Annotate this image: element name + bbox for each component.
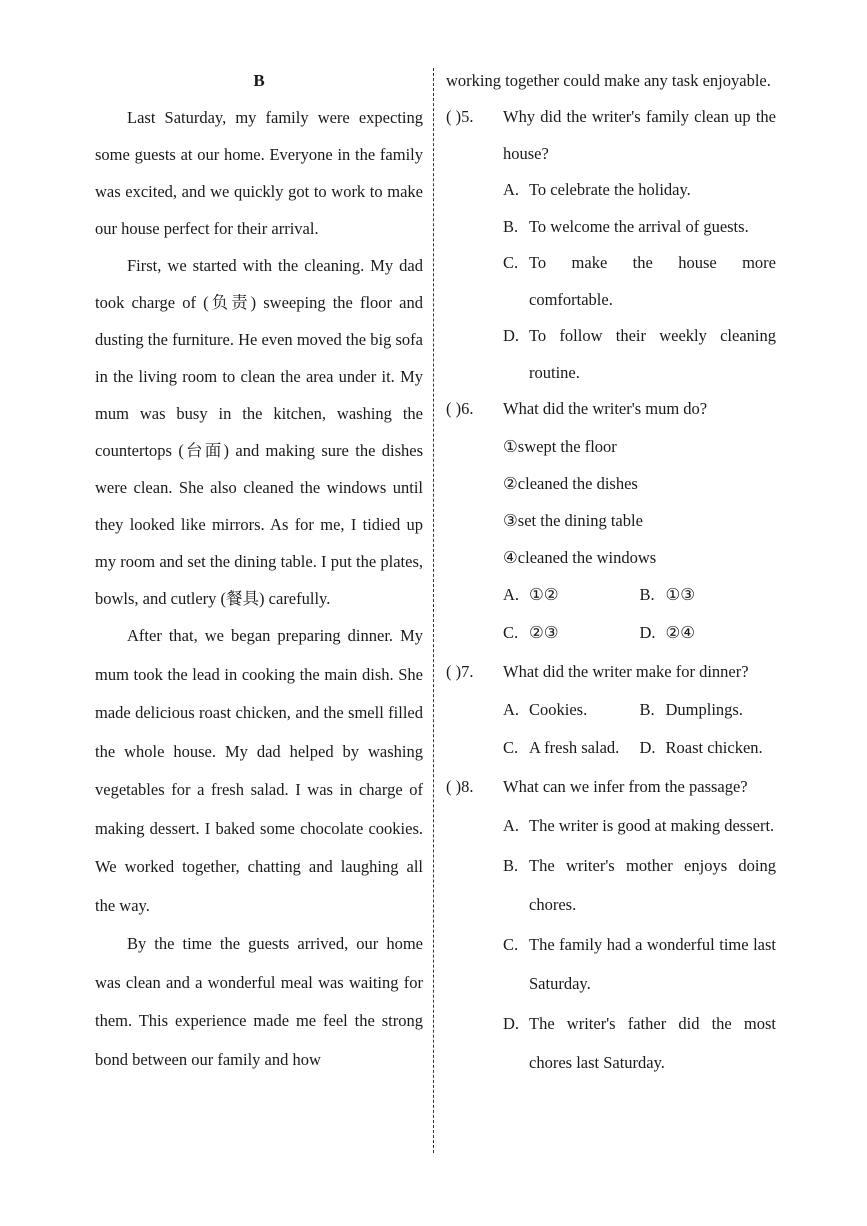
question-stem: What did the writer's mum do? <box>503 399 708 418</box>
list-item: ③set the dining table <box>503 510 643 530</box>
option-d[interactable] <box>640 614 777 652</box>
option-text: To make the house more comfortable. <box>529 253 776 309</box>
passage-paragraph-3: After that, we began preparing dinner. My mum took the lead in cooking the main dish. She made delicious roast chicken, and the smell filled the whole house. My dad helped by washing vegetables for a fresh salad. I was in charge of making dessert. I baked some chocolate cookies. We worked together, chatting and laughing all the way. <box>95 626 423 915</box>
option-a[interactable] <box>503 576 640 614</box>
option-letter: C. <box>503 622 519 642</box>
question-stem: What did the writer make for dinner? <box>503 661 749 681</box>
option-letter: B. <box>639 699 655 719</box>
option-letter: C. <box>503 934 519 954</box>
option-b[interactable] <box>446 209 776 246</box>
option-letter: B. <box>503 216 519 236</box>
answer-bracket[interactable]: ( )7. <box>446 661 474 681</box>
option-row <box>446 729 776 767</box>
option-text: ②④ <box>665 622 696 642</box>
option-text: A fresh salad. <box>529 737 620 757</box>
option-letter: B. <box>639 584 655 604</box>
list-item: ②cleaned the dishes <box>503 473 638 493</box>
option-letter: D. <box>639 737 656 757</box>
option-text: To celebrate the holiday. <box>529 180 691 199</box>
list-item: ④cleaned the windows <box>503 547 657 567</box>
question-5 <box>446 99 776 391</box>
option-text: The writer is good at making dessert. <box>529 816 775 835</box>
question-stem: What can we infer from the passage? <box>503 776 748 796</box>
option-row <box>446 614 776 652</box>
passage-paragraph-2: First, we started with the cleaning. My dad took charge of (负责) sweeping the floor and dusting the furniture. He even moved the big sofa in the living room to clean the area under it. My mum was busy in the kitchen, washing the countertops (台面) and making sure the dishes were clean. She also cleaned the windows until they looked like mirrors. As for me, I tidied up my room and set the dining table. I put the plates, bowls, and cutlery (餐具) carefully. <box>95 256 423 608</box>
passage-column <box>95 62 423 1079</box>
option-letter: C. <box>503 253 519 272</box>
list-item: ①swept the floor <box>503 436 617 456</box>
option-d[interactable] <box>446 1004 776 1083</box>
option-text: Roast chicken. <box>665 737 763 757</box>
option-b[interactable] <box>446 846 776 925</box>
option-text: Dumplings. <box>665 699 743 719</box>
option-c[interactable] <box>503 614 640 652</box>
column-divider <box>433 68 434 1153</box>
option-text: To welcome the arrival of guests. <box>529 216 749 236</box>
option-text: The family had a wonderful time last Saturday. <box>529 934 776 993</box>
option-b[interactable] <box>640 691 777 729</box>
passage-paragraph-4: By the time the guests arrived, our home was clean and a wonderful meal was waiting for them. This experience made me feel the strong bond between our family and how <box>95 934 423 1069</box>
answer-bracket[interactable]: ( )8. <box>446 776 474 796</box>
answer-bracket[interactable]: ( )6. <box>446 399 474 418</box>
passage-paragraph-1: Last Saturday, my family were expecting some guests at our home. Everyone in the family was excited, and we quickly got to work to make our house perfect for their arrival. <box>95 108 423 238</box>
option-letter: A. <box>503 699 520 719</box>
question-6 <box>446 391 776 652</box>
option-d[interactable] <box>446 318 776 391</box>
option-text: ①③ <box>665 584 696 604</box>
option-letter: D. <box>639 622 656 642</box>
option-text: Cookies. <box>529 699 588 719</box>
option-letter: A. <box>503 816 520 835</box>
question-stem: Why did the writer's family clean up the house? <box>503 107 776 163</box>
option-letter: A. <box>503 180 520 199</box>
passage-paragraph-4-continued: working together could make any task enjoyable. <box>446 71 771 90</box>
option-text: To follow their weekly cleaning routine. <box>529 326 776 382</box>
option-c[interactable] <box>446 925 776 1004</box>
option-a[interactable] <box>446 172 776 209</box>
option-b[interactable] <box>640 576 777 614</box>
option-text: The writer's father did the most chores last Saturday. <box>529 1013 776 1072</box>
option-text: ①② <box>529 584 559 604</box>
option-row <box>446 691 776 729</box>
section-heading: B <box>253 71 265 90</box>
option-text: The writer's mother enjoys doing chores. <box>529 855 776 914</box>
option-a[interactable] <box>503 691 640 729</box>
option-row <box>446 576 776 614</box>
option-letter: D. <box>503 1013 520 1033</box>
question-8 <box>446 767 776 1083</box>
option-letter: D. <box>503 326 520 345</box>
questions-column <box>446 62 776 1083</box>
option-c[interactable] <box>446 245 776 318</box>
option-letter: C. <box>503 737 519 757</box>
answer-bracket[interactable]: ( )5. <box>446 107 474 126</box>
option-a[interactable] <box>446 806 776 846</box>
option-c[interactable] <box>503 729 640 767</box>
option-letter: A. <box>503 584 520 604</box>
option-d[interactable] <box>640 729 777 767</box>
option-text: ②③ <box>529 622 559 642</box>
question-7 <box>446 652 776 767</box>
option-letter: B. <box>503 855 519 875</box>
